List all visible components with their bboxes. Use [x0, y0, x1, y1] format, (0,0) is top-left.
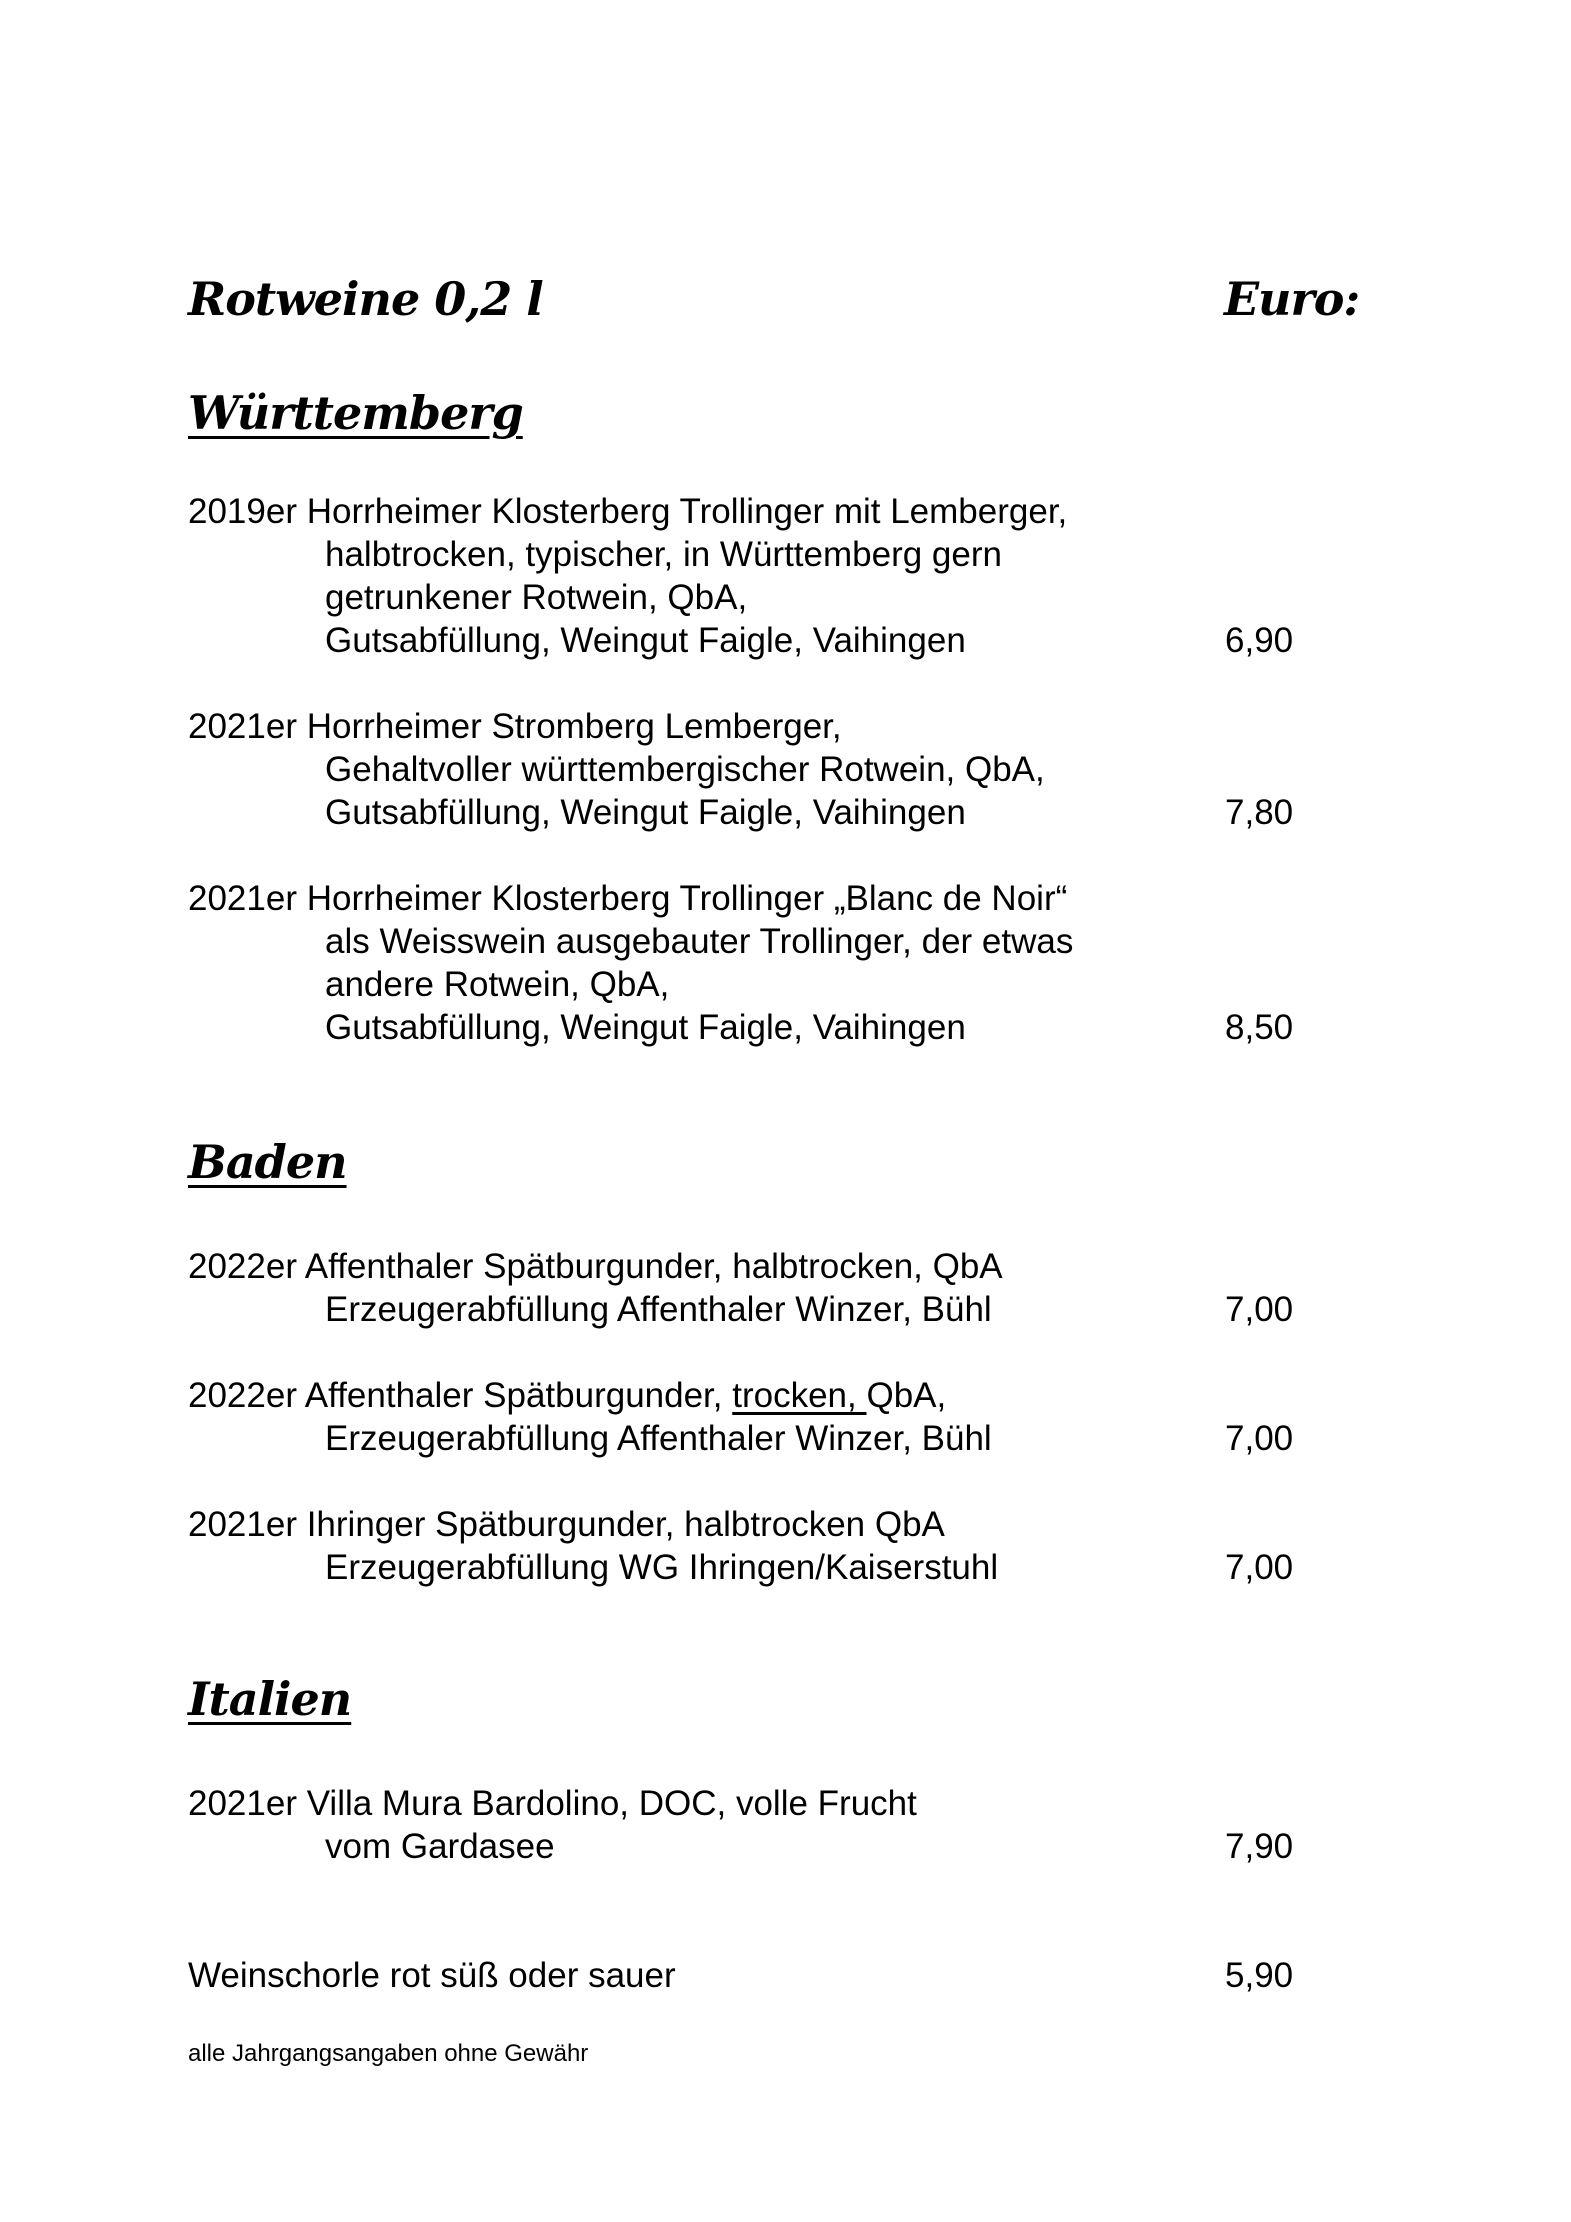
section-heading-italien: Italien: [188, 1672, 352, 1726]
wine-price: 7,00: [1225, 1548, 1294, 1587]
wine-line: andere Rotwein, QbA,: [325, 965, 670, 1004]
section-heading-baden: Baden: [188, 1135, 347, 1189]
wine-line: 2022er Affenthaler Spätburgunder, halbtrocken, QbA: [188, 1247, 1003, 1286]
footnote: alle Jahrgangsangaben ohne Gewähr: [188, 2040, 589, 2067]
section-heading-wuerttemberg: Württemberg: [188, 386, 523, 440]
wine-price: 8,50: [1225, 1008, 1294, 1047]
wine-line-text: 2022er Affenthaler Spätburgunder,: [188, 1376, 733, 1415]
wine-line: 2019er Horrheimer Klosterberg Trollinger mit Lemberger,: [188, 492, 1068, 531]
wine-price: 7,00: [1225, 1290, 1294, 1329]
wine-price: 7,00: [1225, 1419, 1294, 1458]
wine-line: Erzeugerabfüllung Affenthaler Winzer, Bühl: [325, 1419, 992, 1458]
weinschorle-price: 5,90: [1225, 1956, 1294, 1995]
wine-line: als Weisswein ausgebauter Trollinger, der etwas: [325, 922, 1074, 961]
price-column-heading: Euro:: [1224, 272, 1360, 326]
wine-line: Gutsabfüllung, Weingut Faigle, Vaihingen: [325, 621, 966, 660]
wine-line: getrunkener Rotwein, QbA,: [325, 578, 748, 617]
wine-price: 6,90: [1225, 621, 1294, 660]
wine-line: 2021er Horrheimer Stromberg Lemberger,: [188, 707, 842, 746]
underlined-word-trocken: trocken,: [732, 1376, 867, 1415]
wine-line: Gutsabfüllung, Weingut Faigle, Vaihingen: [325, 1008, 966, 1047]
wine-line: 2021er Ihringer Spätburgunder, halbtrocken QbA: [188, 1505, 945, 1544]
wine-price: 7,90: [1225, 1827, 1294, 1866]
wine-line: 2021er Villa Mura Bardolino, DOC, volle Frucht: [188, 1784, 917, 1823]
wine-line: Erzeugerabfüllung WG Ihringen/Kaiserstuhl: [325, 1548, 999, 1587]
wine-line-text: QbA,: [866, 1376, 947, 1415]
wine-line: vom Gardasee: [325, 1827, 555, 1866]
wine-line: Gehaltvoller württembergischer Rotwein, QbA,: [325, 750, 1045, 789]
wine-line: Gutsabfüllung, Weingut Faigle, Vaihingen: [325, 793, 966, 832]
wine-line: [188, 1374, 946, 1417]
wine-line: halbtrocken, typischer, in Württemberg gern: [325, 535, 1002, 574]
wine-line: Erzeugerabfüllung Affenthaler Winzer, Bühl: [325, 1290, 992, 1329]
wine-price: 7,80: [1225, 793, 1294, 832]
wine-line: 2021er Horrheimer Klosterberg Trollinger „Blanc de Noir“: [188, 879, 1068, 918]
weinschorle-label: Weinschorle rot süß oder sauer: [188, 1956, 676, 1995]
page-title: Rotweine 0,2 l: [188, 272, 543, 326]
